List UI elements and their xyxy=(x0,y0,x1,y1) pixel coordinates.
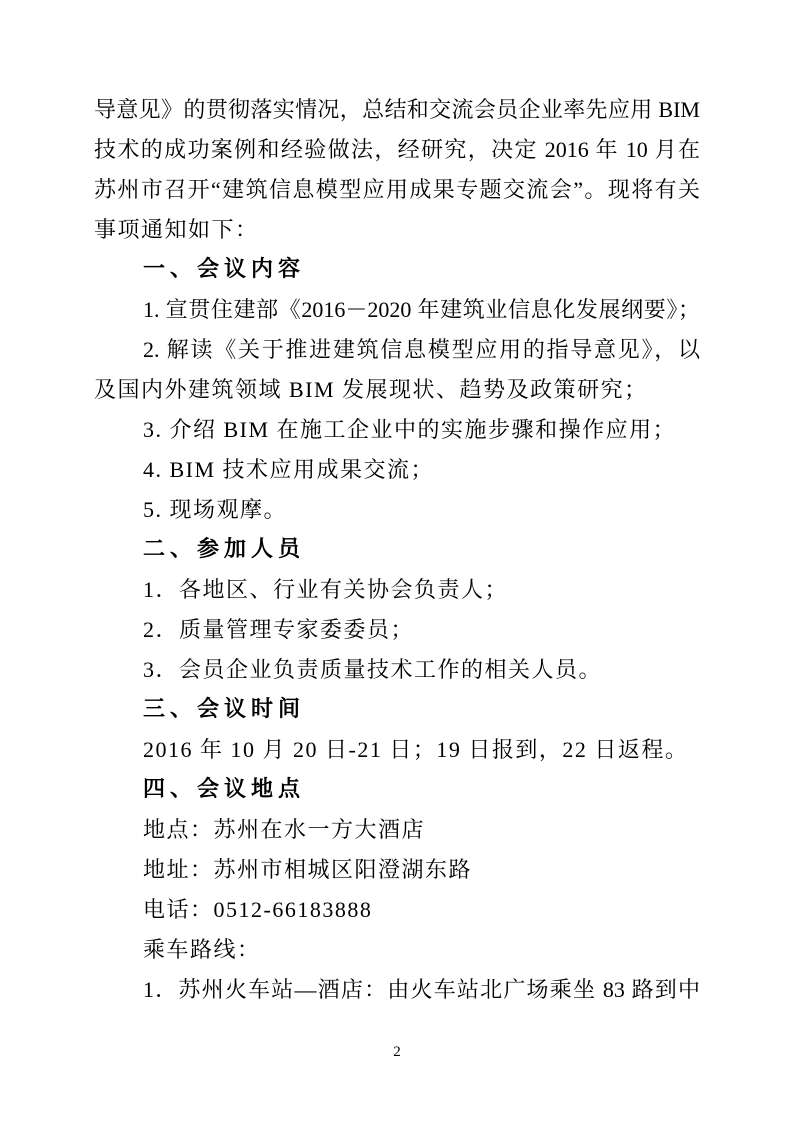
section-heading: 三、会议时间 xyxy=(143,697,306,722)
text-line: 4. BIM 技术应用成果交流； xyxy=(143,457,435,482)
text-line: 3．会员企业负责质量技术工作的相关人员。 xyxy=(143,657,603,682)
text-line: 3. 介绍 BIM 在施工企业中的实施步骤和操作应用； xyxy=(143,417,677,442)
text-line: 地点：苏州在水一方大酒店 xyxy=(143,817,426,842)
text-line: 1．苏州火车站—酒店：由火车站北广场乘坐 83 路到中 xyxy=(143,977,700,1002)
page-number: 2 xyxy=(393,1044,401,1060)
document-body xyxy=(94,90,700,1010)
text-line: 2016 年 10 月 20 日-21 日；19 日报到，22 日返程。 xyxy=(143,737,689,762)
text-line: 苏州市召开“建筑信息模型应用成果专题交流会”。现将有关 xyxy=(94,177,700,202)
text-line: 1．各地区、行业有关协会负责人； xyxy=(143,577,509,602)
text-line: 2. 解读《关于推进建筑信息模型应用的指导意见》，以 xyxy=(143,337,700,362)
text-line: 技术的成功案例和经验做法，经研究，决定 2016 年 10 月在 xyxy=(94,137,700,162)
section-heading: 四、会议地点 xyxy=(143,777,306,802)
text-line: 导意见》的贯彻落实情况，总结和交流会员企业率先应用 BIM xyxy=(94,97,700,122)
text-line: 2．质量管理专家委委员； xyxy=(143,617,415,642)
text-line: 乘车路线： xyxy=(143,937,261,962)
section-heading: 二、参加人员 xyxy=(143,537,306,562)
text-line: 及国内外建筑领域 BIM 发展现状、趋势及政策研究； xyxy=(94,377,648,402)
text-line: 电话：0512-66183888 xyxy=(143,897,373,922)
text-line: 地址：苏州市相城区阳澄湖东路 xyxy=(143,857,473,882)
section-heading: 一、会议内容 xyxy=(143,257,306,282)
text-line: 事项通知如下： xyxy=(94,217,259,242)
text-line: 1. 宣贯住建部《2016－2020 年建筑业信息化发展纲要》； xyxy=(143,297,700,322)
text-line: 5. 现场观摩。 xyxy=(143,497,288,522)
